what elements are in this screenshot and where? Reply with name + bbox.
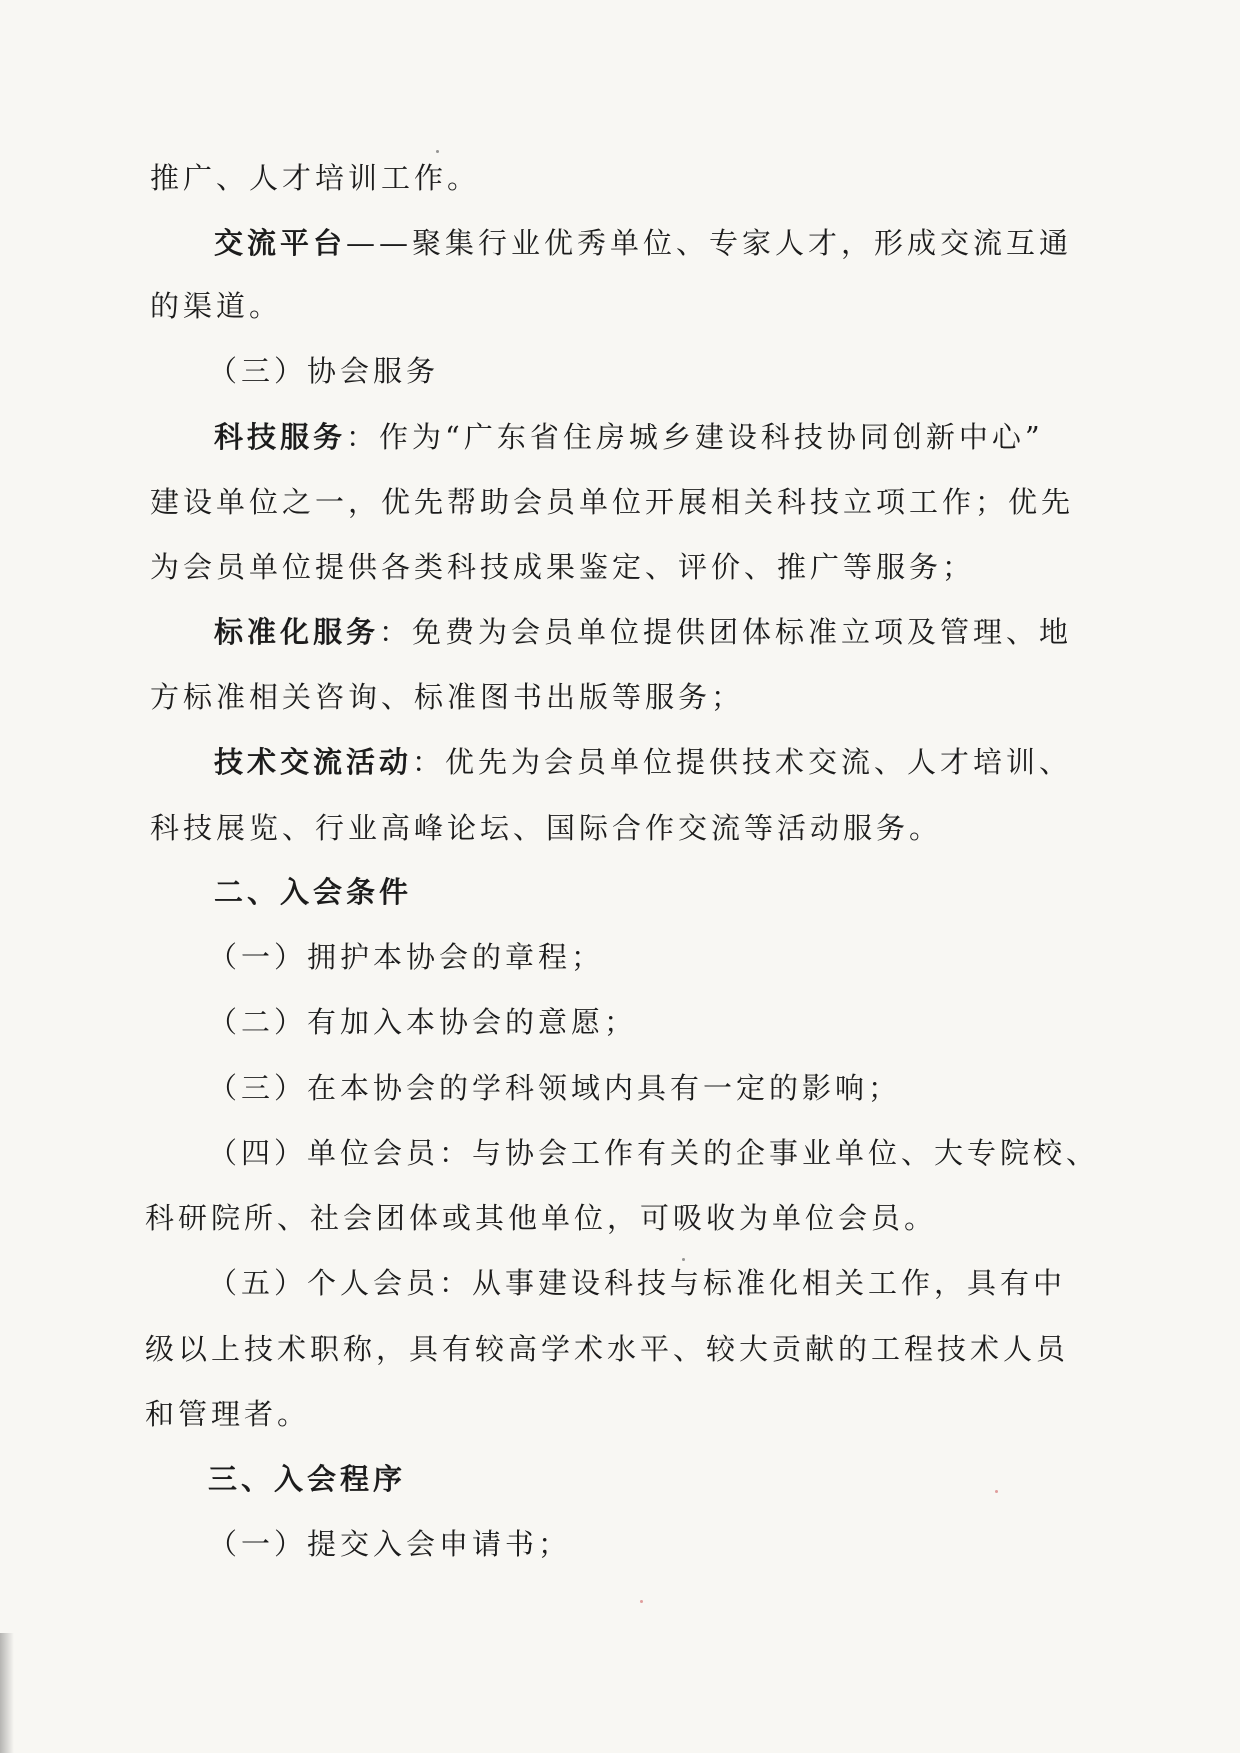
bold-term: 交流平台 [214, 226, 347, 260]
text: （一）拥护本协会的章程； [208, 940, 605, 974]
text: 科研院所、社会团体或其他单位，可吸收为单位会员。 [145, 1201, 938, 1235]
paragraph-line [0, 223, 1240, 263]
text: 三、入会程序 [208, 1462, 407, 1496]
text: 建设单位之一，优先帮助会员单位开展相关科技立项工作；优先 [150, 485, 1075, 519]
text: 二、入会条件 [214, 875, 413, 909]
bold-term: 标准化服务 [214, 615, 380, 649]
paragraph-line [0, 808, 1240, 848]
text: 和管理者。 [145, 1397, 311, 1431]
text: （三）在本协会的学科领域内具有一定的影响； [208, 1071, 902, 1105]
text: 方标准相关咨询、标准图书出版等服务； [150, 680, 745, 714]
list-item [0, 1133, 1240, 1173]
list-item [0, 1068, 1240, 1108]
scan-speck [640, 1600, 643, 1603]
text: 级以上技术职称，具有较高学术水平、较大贡献的工程技术人员 [145, 1332, 1070, 1366]
text: （五）个人会员：从事建设科技与标准化相关工作，具有中 [208, 1266, 1067, 1300]
section-heading [0, 1459, 1240, 1499]
text: 科技展览、行业高峰论坛、国际合作交流等活动服务。 [150, 811, 943, 845]
paragraph-line [0, 742, 1240, 782]
list-item [0, 1263, 1240, 1303]
paragraph-line [0, 612, 1240, 652]
text: 的渠道。 [150, 289, 283, 323]
subsection-heading [0, 351, 1240, 391]
text: （四）单位会员：与协会工作有关的企事业单位、大专院校、 [208, 1136, 1100, 1170]
text: ：免费为会员单位提供团体标准立项及管理、地 [379, 615, 1073, 649]
list-item [0, 937, 1240, 977]
text: 推广、人才培训工作。 [150, 161, 481, 195]
section-heading [0, 872, 1240, 912]
paragraph-line [0, 677, 1240, 717]
paragraph-line [0, 482, 1240, 522]
list-item-continued [0, 1394, 1240, 1434]
text: （一）提交入会申请书； [208, 1527, 572, 1561]
text: （三）协会服务 [208, 354, 440, 388]
list-item-continued [0, 1329, 1240, 1369]
bold-term: 科技服务 [214, 420, 347, 454]
text: （二）有加入本协会的意愿； [208, 1005, 638, 1039]
list-item [0, 1524, 1240, 1564]
text: ——聚集行业优秀单位、专家人才，形成交流互通 [346, 226, 1073, 260]
list-item-continued [0, 1198, 1240, 1238]
text: ：作为“广东省住房城乡建设科技协同创新中心” [346, 420, 1044, 454]
paragraph-line [0, 547, 1240, 587]
text: ：优先为会员单位提供技术交流、人才培训、 [412, 745, 1073, 779]
paragraph-line [0, 286, 1240, 326]
paragraph-line [0, 158, 1240, 198]
scan-speck [995, 1490, 998, 1493]
list-item [0, 1002, 1240, 1042]
bold-term: 技术交流活动 [214, 745, 413, 779]
text: 为会员单位提供各类科技成果鉴定、评价、推广等服务； [150, 550, 976, 584]
scan-edge-shadow [0, 1633, 14, 1753]
scan-speck [682, 1258, 685, 1261]
paragraph-line [0, 417, 1240, 457]
scan-speck [436, 150, 439, 153]
